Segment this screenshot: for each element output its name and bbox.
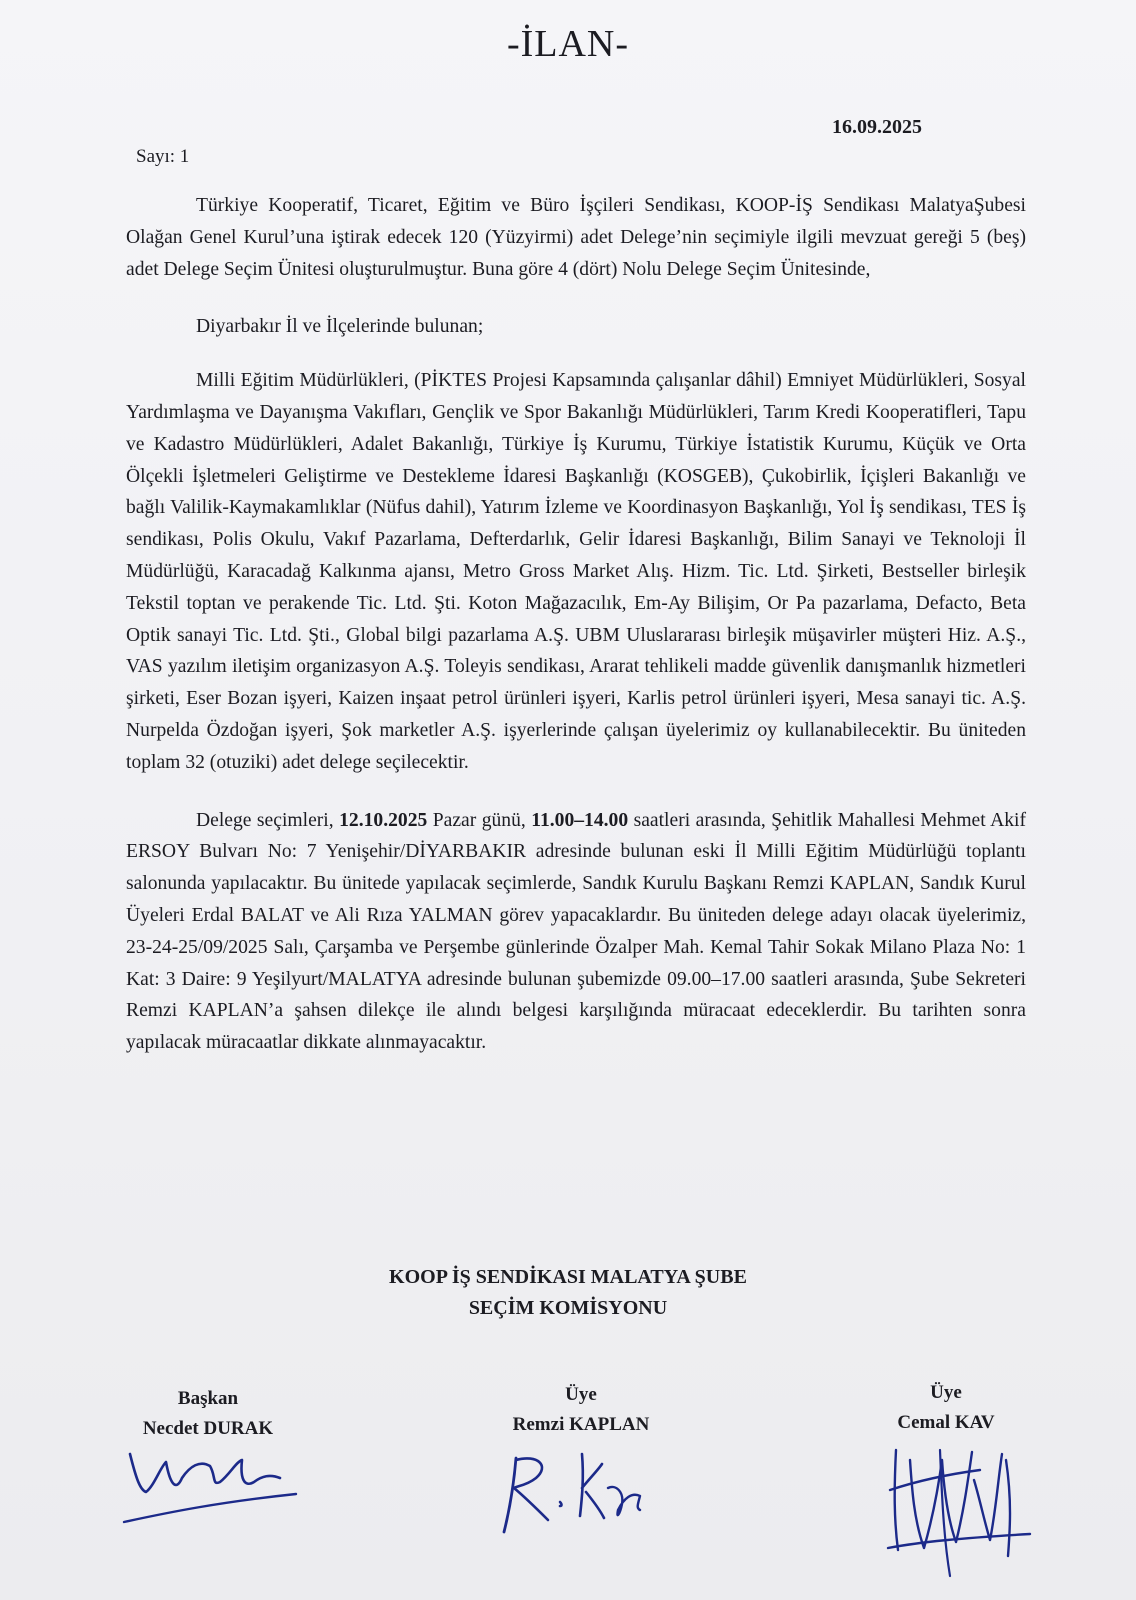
paragraph-location: Diyarbakır İl ve İlçelerinde bulunan; <box>196 316 484 338</box>
signatory-name: Remzi KAPLAN <box>512 1414 650 1435</box>
signatory-member-1 <box>486 1380 676 1440</box>
document-number: Sayı: 1 <box>136 146 190 167</box>
handwritten-signature-2 <box>490 1448 660 1538</box>
election-time: 11.00–14.00 <box>531 809 629 831</box>
signatory-role: Üye <box>930 1382 962 1403</box>
paragraph-intro: Türkiye Kooperatif, Ticaret, Eğitim ve Büro İşçileri Sendikası, KOOP-İŞ Sendikası MalatyaŞubesi Olağan Genel Kurul’una iştirak edecek 120 (Yüzyirmi) adet Delege’nin seçimiyle ilgili mevzuat gereği 5 (beş) adet Delege Seçim Ünitesi oluşturulmuştur. Buna göre 4 (dört) Nolu Delege Seçim Ünitesinde, <box>126 195 1026 280</box>
signatory-name: Cemal KAV <box>897 1412 995 1433</box>
handwritten-signature-3 <box>880 1430 1040 1580</box>
election-date: 12.10.2025 <box>339 809 428 831</box>
paragraph-workplaces: Milli Eğitim Müdürlükleri, (PİKTES Projesi Kapsamında çalışanlar dâhil) Emniyet Müdürlükleri, Sosyal Yardımlaşma ve Dayanışma Vakıfları, Gençlik ve Spor Bakanlığı Müdürlükleri, Tarım Kredi Kooperatifleri, Tapu ve Kadastro Müdürlükleri, Adalet Bakanlığı, Türkiye İş Kurumu, Türkiye İstatistik Kurumu, Küçük ve Orta Ölçekli İşletmeleri Geliştirme ve Destekleme İdaresi Başkanlığı (KOSGEB), Çukobirlik, İçişleri Bakanlığı ve bağlı Valilik-Kaymakamlıklar (Nüfus dahil), Yatırım İzleme ve Koordinasyon Başkanlığı, Yol İş sendikası, TES İş sendikası, Polis Okulu, Vakıf Pazarlama, Defterdarlık, Gelir İdaresi Başkanlığı, Bilim Sanayi ve Teknoloji İl Müdürlüğü, Karacadağ Kalkınma ajansı, Metro Gross Market Alış. Hizm. Tic. Ltd. Şirketi, Bestseller birleşik Tekstil toptan ve perakende Tic. Ltd. Şti. Koton Mağazacılık, Em-Ay Bilişim, Or Pa pazarlama, Defacto, Beta Optik sanayi Tic. Ltd. Şti., Global bilgi pazarlama A.Ş. UBM Uluslararası birleşik müşavirler müşteri Hiz. A.Ş., VAS yazılım iletişim organizasyon A.Ş. Toleyis sendikası, Ararat tehlikeli madde güvenlik danışmanlık hizmetleri şirketi, Eser Bozan işyeri, Kaizen inşaat petrol ürünleri işyeri, Karlis petrol ürünleri işyeri, Mesa sanayi tic. A.Ş. Nurpelda Özdoğan işyeri, Şok marketler A.Ş. işyerlerinde çalışan üyelerimiz oy kullanabilecektir. Bu üniteden toplam 32 (otuziki) adet delege seçilecektir. <box>126 370 1026 773</box>
election-text-1: Delege seçimleri, <box>196 809 340 831</box>
signatory-member-2 <box>866 1378 1026 1438</box>
commission-line-2: SEÇİM KOMİSYONU <box>468 1297 668 1319</box>
document-title: -İLAN- <box>506 23 630 65</box>
document-body <box>126 190 1026 1059</box>
document-date: 16.09.2025 <box>832 116 922 138</box>
election-text-2: Pazar günü, <box>427 809 532 831</box>
paragraph-election-details <box>126 805 1026 1059</box>
signatory-role: Üye <box>565 1384 597 1405</box>
signatory-role: Başkan <box>177 1388 239 1409</box>
commission-line-1: KOOP İŞ SENDİKASI MALATYA ŞUBE <box>389 1266 747 1288</box>
handwritten-signature-1 <box>120 1448 300 1528</box>
election-text-3: saatleri arasında, Şehitlik Mahallesi Mehmet Akif ERSOY Bulvarı No: 7 Yenişehir/DİYARBAKIR adresinde bulunan eski İl Milli Eğitim Müdürlüğü toplantı salonunda yapılacaktır. Bu ünitede yapılacak seçimlerde, Sandık Kurulu Başkanı Remzi KAPLAN, Sandık Kurul Üyeleri Erdal BALAT ve Ali Rıza YALMAN görev yapacaklardır. Bu üniteden delege adayı olacak üyelerimiz, 23-24-25/09/2025 Salı, Çarşamba ve Perşembe günlerinde Özalper Mah. Kemal Tahir Sokak Milano Plaza No: 1 Kat: 3 Daire: 9 Yeşilyurt/MALATYA adresinde bulunan şubemizde 09.00–17.00 saatleri arasında, Şube Sekreteri Remzi KAPLAN’a şahsen dilekçe ile alındı belgesi karşılığında müracaat edeceklerdir. Bu tarihten sonra yapılacak müracaatlar dikkate alınmayacaktır. <box>126 809 1026 1054</box>
commission-heading <box>0 1262 1136 1324</box>
signatory-president <box>118 1384 298 1444</box>
signatory-name: Necdet DURAK <box>142 1418 274 1439</box>
